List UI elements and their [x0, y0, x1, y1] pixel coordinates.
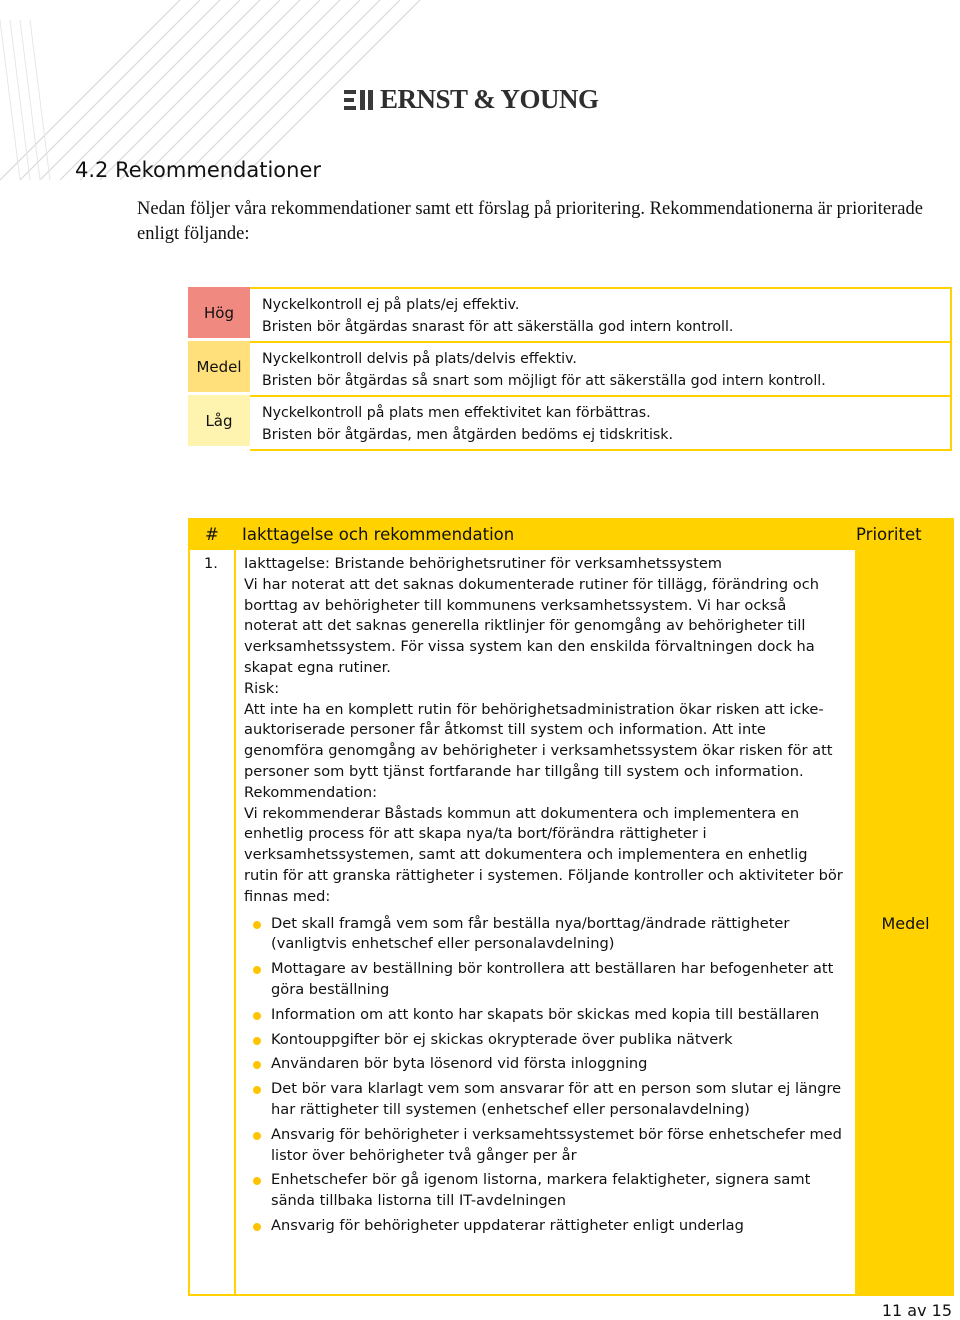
- control-list: [244, 914, 843, 1237]
- list-item-text: Det bör vara klarlagt vem som ansvarar för att en person som slutar ej längre har rättigheter till systemen (enhetschef eller personalavdelning): [271, 1080, 842, 1118]
- list-item: [244, 1054, 843, 1075]
- table-header: [188, 518, 954, 550]
- section-title: 4.2 Rekommendationer: [75, 158, 322, 182]
- company-logo: [344, 84, 599, 115]
- priority-label-high: Hög: [188, 287, 250, 341]
- list-item: [244, 1079, 843, 1121]
- risk-text: Att inte ha en komplett rutin för behörighetsadministration ökar risken att icke-auktoriserade personer får åtkomst till system och information. Att inte genomföra genomgång av behörigheter i verksamhetssystem ökar risken för att personer som bytt tjänst fortfarande har tillgång till system och information.: [244, 700, 833, 780]
- bullet-icon: [253, 921, 261, 929]
- list-item-text: Kontouppgifter bör ej skickas okrypterade över publika nätverk: [271, 1030, 733, 1048]
- risk-label: Risk:: [244, 679, 280, 697]
- list-item: [244, 1216, 843, 1237]
- list-item: [244, 1125, 843, 1167]
- header-topic: Iakttagelse och rekommendation: [242, 524, 515, 544]
- table-row: [188, 550, 954, 1296]
- priority-desc-line2: Bristen bör åtgärdas snarast för att säkerställa god intern kontroll.: [262, 319, 734, 335]
- bullet-icon: [253, 1012, 261, 1020]
- priority-description: [250, 287, 952, 343]
- bullet-icon: [253, 1061, 261, 1069]
- list-item-text: Mottagare av beställning bör kontrollera att beställaren har befogenheter att göra beställning: [271, 960, 834, 998]
- logo-wordmark: ERNST & YOUNG: [380, 84, 599, 114]
- priority-legend-table: [188, 287, 952, 449]
- list-item-text: Information om att konto har skapats bör skickas med kopia till beställaren: [271, 1005, 820, 1023]
- bullet-icon: [253, 1177, 261, 1185]
- header-priority: Prioritet: [856, 524, 922, 544]
- list-item: [244, 959, 843, 1001]
- row-number: 1.: [188, 550, 234, 1296]
- recommendation-label: Rekommendation:: [244, 783, 378, 801]
- bullet-icon: [253, 966, 261, 974]
- list-item: [244, 1170, 843, 1212]
- priority-row-high: [188, 287, 952, 341]
- row-priority-value: Medel: [881, 913, 930, 933]
- list-item-text: Användaren bör byta lösenord vid första inloggning: [271, 1055, 648, 1073]
- recommendation-table: [188, 518, 954, 1296]
- bullet-icon: [253, 1086, 261, 1094]
- observation-text: Vi har noterat att det saknas dokumenterade rutiner för tillägg, förändring och borttag av behörigheter till kommunens verksamhetssystem. Vi har också noterat att det saknas generella riktlinjer för genomgång av behörigheter till verksamhetssystem. För vissa system kan den enskilda förvaltningen dock ha skapat egna rutiner.: [244, 575, 820, 676]
- priority-row-medium: [188, 341, 952, 395]
- bullet-icon: [253, 1223, 261, 1231]
- page-number: 11 av 15: [881, 1301, 952, 1320]
- bullet-icon: [253, 1037, 261, 1045]
- bullet-icon: [253, 1132, 261, 1140]
- row-content: [234, 550, 857, 1296]
- priority-desc-line1: Nyckelkontroll ej på plats/ej effektiv.: [262, 297, 520, 313]
- list-item-text: Det skall framgå vem som får beställa nya/borttag/ändrade rättigheter (vanligtvis enhetschef eller personalavdelning): [271, 914, 790, 953]
- priority-desc-line1: Nyckelkontroll delvis på plats/delvis effektiv.: [262, 351, 577, 367]
- row-priority: [857, 550, 954, 1296]
- list-item: [244, 914, 843, 956]
- priority-row-low: [188, 395, 952, 449]
- observation-title: Iakttagelse: Bristande behörighetsrutiner för verksamhetssystem: [244, 555, 723, 572]
- list-item: [244, 1030, 843, 1051]
- priority-label-medium: Medel: [188, 341, 250, 395]
- priority-desc-line1: Nyckelkontroll på plats men effektivitet kan förbättras.: [262, 405, 651, 421]
- recommendation-text: Vi rekommenderar Båstads kommun att dokumentera och implementera en enhetlig process för att skapa nya/ta bort/förändra rättigheter i verksamhetssystemen, samt att dokumentera och implementera en enhetlig rutin för att granska rättigheter i systemen. Följande kontroller och aktiviteter bör finnas med:: [244, 804, 843, 905]
- priority-desc-line2: Bristen bör åtgärdas så snart som möjligt för att säkerställa god intern kontroll.: [262, 373, 826, 389]
- list-item-text: Ansvarig för behörigheter uppdaterar rättigheter enligt underlag: [271, 1216, 744, 1234]
- priority-desc-line2: Bristen bör åtgärdas, men åtgärden bedöms ej tidskritisk.: [262, 427, 674, 443]
- list-item: [244, 1005, 843, 1026]
- priority-description: [250, 341, 952, 397]
- priority-description: [250, 395, 952, 451]
- intro-paragraph: Nedan följer våra rekommendationer samt ett förslag på prioritering. Rekommendationerna är prioriterade enligt följande:: [137, 199, 923, 244]
- list-item-text: Enhetschefer bör gå igenom listorna, markera felaktigheter, signera samt sända tillbaka listorna till IT-avdelningen: [271, 1171, 811, 1210]
- list-item-text: Ansvarig för behörigheter i verksamehtssystemet bör förse enhetschefer med listor över behörigheter två gånger per år: [271, 1125, 842, 1164]
- priority-label-low: Låg: [188, 395, 250, 449]
- header-number: #: [205, 524, 219, 544]
- ey-logo-mark-icon: [344, 88, 374, 112]
